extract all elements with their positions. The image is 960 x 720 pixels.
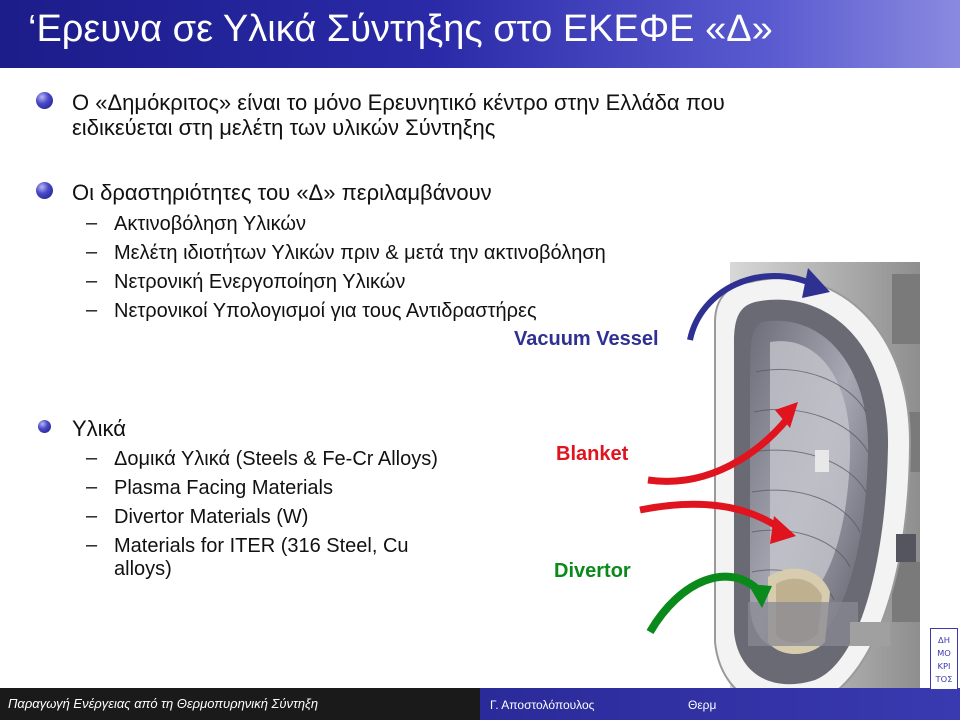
dash-icon: – — [86, 447, 98, 469]
vacuum-vessel-arrow — [690, 276, 815, 340]
bullet-1-line-2: ειδικεύεται στη μελέτη των υλικών Σύντηξης — [72, 115, 496, 140]
blanket-arrow-2 — [640, 504, 782, 530]
divertor-label: Divertor — [554, 560, 631, 582]
divertor-arrow — [650, 577, 760, 632]
sub-item: Materials for ITER (316 Steel, Cu — [114, 535, 409, 557]
dash-icon: – — [86, 270, 98, 292]
bullet-2: Οι δραστηριότητες του «Δ» περιλαμβάνουν — [72, 180, 492, 205]
demokritos-logo — [930, 628, 958, 690]
vacuum-vessel-label: Vacuum Vessel — [514, 328, 659, 350]
slide-title: ‘Ερευνα σε Υλικά Σύντηξης στο ΕΚΕΦΕ «Δ» — [28, 8, 773, 50]
sub-item-continuation: alloys) — [114, 558, 172, 580]
divertor-arrowhead — [748, 584, 772, 608]
dash-icon: – — [86, 241, 98, 263]
blanket-arrow-1 — [648, 418, 788, 481]
sub-item: Νετρονικοί Υπολογισμοί για τους Αντιδραστήρες — [114, 300, 537, 322]
svg-text:ΚΡΙ: ΚΡΙ — [937, 661, 951, 672]
footer-author: Γ. Αποστολόπουλος — [490, 698, 595, 712]
vacuum-vessel-arrowhead — [802, 268, 830, 298]
svg-text:ΜΟ: ΜΟ — [937, 648, 951, 659]
svg-text:ΤΟΣ: ΤΟΣ — [935, 674, 953, 685]
dash-icon: – — [86, 212, 98, 234]
sub-item: Μελέτη ιδιοτήτων Υλικών πριν & μετά την ακτινοβόληση — [114, 242, 606, 264]
sub-item: Ακτινοβόληση Υλικών — [114, 213, 306, 235]
svg-text:ΔΗ: ΔΗ — [938, 635, 950, 646]
sub-item: Plasma Facing Materials — [114, 477, 333, 499]
sub-item: Νετρονική Ενεργοποίηση Υλικών — [114, 271, 406, 293]
dash-icon: – — [86, 476, 98, 498]
dash-icon: – — [86, 505, 98, 527]
footer-presentation-title: Παραγωγή Ενέργειας από τη Θερμοπυρηνική Σύντηξη — [8, 696, 319, 711]
footer-bar — [0, 688, 960, 720]
footer-right-text: Θερμ — [688, 698, 717, 712]
dash-icon: – — [86, 534, 98, 556]
sub-item: Divertor Materials (W) — [114, 506, 309, 528]
dash-icon: – — [86, 299, 98, 321]
blanket-arrowhead-2 — [770, 516, 796, 544]
sub-item: Δομικά Υλικά (Steels & Fe-Cr Alloys) — [114, 448, 438, 470]
blanket-label: Blanket — [556, 443, 629, 465]
bullet-1-line-1: Ο «Δημόκριτος» είναι το μόνο Ερευνητικό κέντρο στην Ελλάδα που — [72, 90, 725, 115]
bullet-3: Υλικά — [72, 416, 127, 441]
